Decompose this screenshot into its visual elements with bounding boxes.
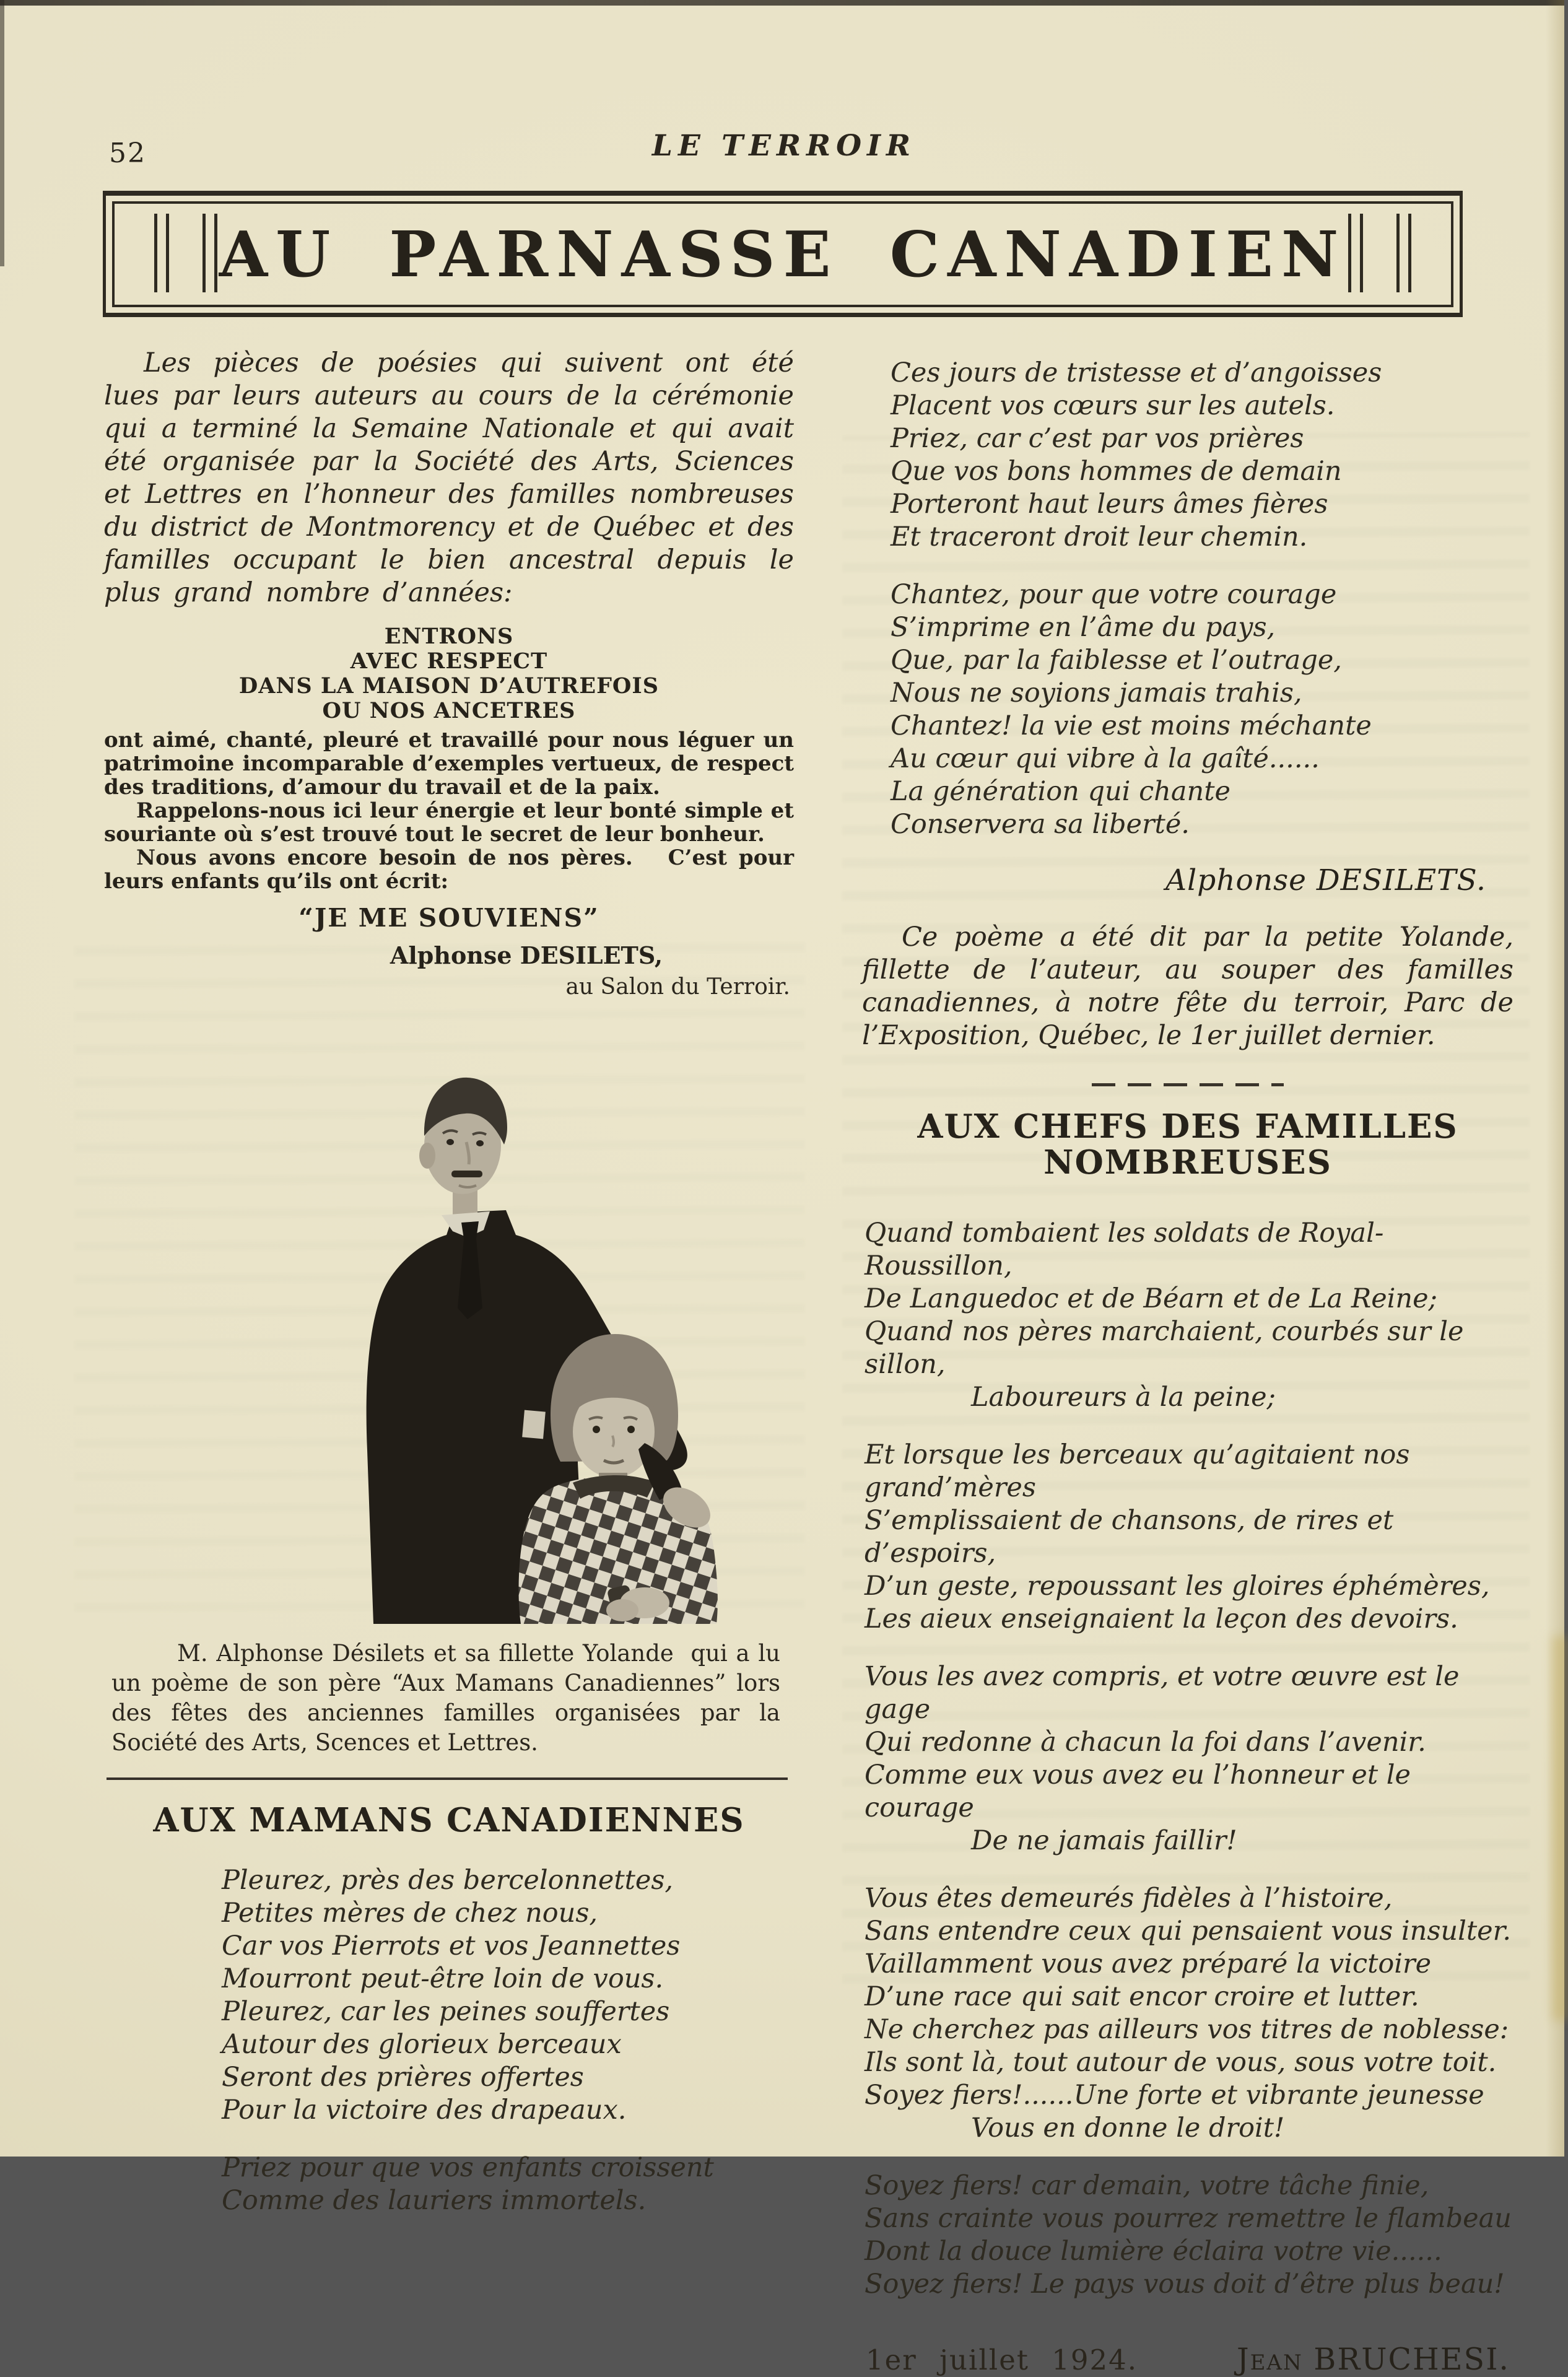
text-line: Pleurez, car les peines souffertes xyxy=(222,1996,670,2028)
text-line: Porteront haut leurs âmes fières xyxy=(891,489,1328,520)
double-bar-icon xyxy=(154,214,169,292)
section-divider-rule xyxy=(107,1777,788,1780)
text-line: Qui redonne à chacun la foi dans l’avenir. xyxy=(865,1726,1426,1758)
poem-title-aux-chefs: AUX CHEFS DES FAMILLES NOMBREUSES xyxy=(917,1107,1458,1182)
invocation-body xyxy=(104,728,801,894)
dash-separator xyxy=(1092,1083,1284,1086)
text-line: Laboureurs à la peine; xyxy=(865,1381,1276,1413)
stanza xyxy=(865,1882,1514,2145)
text-line: D’une race qui sait encor croire et lutter. xyxy=(865,1981,1419,2012)
text-line: Vous êtes demeurés fidèles à l’histoire, xyxy=(865,1882,1393,1914)
stanza xyxy=(865,1217,1514,1414)
text-line: Et traceront droit leur chemin. xyxy=(891,521,1308,552)
photo-illustration xyxy=(176,1017,721,1624)
stanza xyxy=(891,357,1514,554)
attribution-place: au Salon du Terroir. xyxy=(565,974,790,1000)
photo-caption: M. Alphonse Désilets et sa fillette Yolande qui a lu un poème de son père “Aux Mamans Canadiennes” lors des fêtes des anciennes familles organisées par la Société des Arts, Scences et Lettres. xyxy=(111,1640,788,1756)
double-bar-icon xyxy=(1348,214,1363,292)
running-header xyxy=(104,129,1464,172)
invocation-paragraph: ont aimé, chanté, pleuré et travaillé pour nous léguer un patrimoine incomparable d’exemples vertueux, de respect des traditions, d’amour du travail et de la paix. xyxy=(104,728,801,800)
stanza xyxy=(222,2152,794,2217)
stanza xyxy=(865,1660,1514,1857)
text-line: Nous ne soyions jamais trahis, xyxy=(891,678,1302,709)
poem-title-aux-mamans: AUX MAMANS CANADIENNES xyxy=(153,1801,745,1839)
text-line: Priez, car c’est par vos prières xyxy=(891,423,1304,454)
right-column xyxy=(862,357,1514,2377)
masthead-inner-border xyxy=(112,201,1453,307)
text-line: Ne cherchez pas ailleurs vos titres de noblesse: xyxy=(865,2013,1509,2045)
editorial-note: Ce poème a été dit par la petite Yolande, fillette de l’auteur, au souper des familles canadiennes, à notre fête du terroir, Parc de l’Exposition, Québec, le 1er juillet dernier. xyxy=(862,922,1514,1051)
page-number: 52 xyxy=(109,137,146,169)
text-line: Soyez fiers! Le pays vous doit d’être plus beau! xyxy=(865,2268,1505,2300)
text-line: De Languedoc et de Béarn et de La Reine; xyxy=(865,1283,1438,1314)
text-line: Comme eux vous avez eu l’honneur et le courage xyxy=(865,1759,1419,1823)
text-line: Conservera sa liberté. xyxy=(891,809,1190,840)
text-line: Sans crainte vous pourrez remettre le flambeau xyxy=(865,2202,1512,2234)
double-bar-icon xyxy=(1396,214,1411,292)
text-line: S’imprime en l’âme du pays, xyxy=(891,612,1276,643)
text-line: Les aieux enseignaient la leçon des devoirs. xyxy=(865,1603,1458,1634)
text-line: Dont la douce lumière éclaira votre vie...... xyxy=(865,2235,1442,2267)
running-title: LE TERROIR xyxy=(651,129,917,163)
left-column xyxy=(104,347,801,2217)
text-line: ENTRONS xyxy=(384,624,514,649)
text-line: D’un geste, repoussant les gloires éphémères, xyxy=(865,1570,1490,1602)
intro-paragraph: Les pièces de poésies qui suivent ont été lues par leurs auteurs au cours de la cérémonie qui a terminé la Semaine Nationale et qui avait été organisée par la Société des Arts, Sciences et Lettres en l’honneur des familles nombreuses du district de Montmorency et de Québec et des familles occupant le bien ancestral depuis le plus grand nombre d’années: xyxy=(104,347,794,608)
text-line: S’emplissaient de chansons, de rires et d’espoirs, xyxy=(865,1504,1402,1569)
text-line: Vous les avez compris, et votre œuvre est le gage xyxy=(865,1660,1468,1725)
text-line: Petites mères de chez nous, xyxy=(222,1898,598,1929)
text-line: Car vos Pierrots et vos Jeannettes xyxy=(222,1930,681,1962)
bar-ornament-right xyxy=(1348,214,1411,292)
text-line: Soyez fiers! car demain, votre tâche finie, xyxy=(865,2170,1429,2201)
text-line: Pleurez, près des bercelonnettes, xyxy=(222,1865,674,1896)
stanza xyxy=(865,1439,1514,1636)
poem-date: 1er juillet 1924. xyxy=(866,2343,1138,2376)
text-line: Chantez, pour que votre courage xyxy=(891,579,1337,610)
text-line: Que, par la faiblesse et l’outrage, xyxy=(891,645,1342,676)
stanza xyxy=(222,1864,794,2127)
photo-desilets-and-daughter xyxy=(176,1017,721,1624)
text-line: Sans entendre ceux qui pensaient vous insulter. xyxy=(865,1915,1512,1947)
invocation-heading xyxy=(104,624,794,723)
text-line: Quand tombaient les soldats de Royal-Roussillon, xyxy=(865,1217,1384,1281)
text-line: Ces jours de tristesse et d’angoisses xyxy=(891,357,1382,388)
text-line: Et lorsque les berceaux qu’agitaient nos grand’mères xyxy=(865,1439,1427,1503)
masthead-box xyxy=(103,191,1463,317)
text-line: Vaillamment vous avez préparé la victoire xyxy=(865,1948,1432,1979)
signature-bruchesi: Jean BRUCHESI. xyxy=(1236,2341,1510,2377)
signature-desilets: Alphonse DESILETS. xyxy=(1165,863,1486,897)
scan-left-edge xyxy=(0,0,4,266)
double-bar-icon xyxy=(203,214,217,292)
text-line: Priez pour que vos enfants croissent xyxy=(222,2152,714,2184)
poem-aux-mamans xyxy=(104,1864,794,2217)
motto-je-me-souviens: “JE ME SOUVIENS” xyxy=(298,903,599,933)
attribution-author: Alphonse DESILETS, xyxy=(390,941,663,969)
text-line: Chantez! la vie est moins méchante xyxy=(891,710,1372,741)
text-line: DANS LA MAISON D’AUTREFOIS xyxy=(238,673,660,699)
text-line: AVEC RESPECT xyxy=(350,648,548,674)
poem-footer xyxy=(862,2342,1514,2377)
text-line: Vous en donne le droit! xyxy=(865,2112,1285,2144)
text-line: Autour des glorieux berceaux xyxy=(222,2029,622,2061)
poem-je-me-souviens-continuation xyxy=(862,357,1514,841)
invocation-paragraph: Nous avons encore besoin de nos pères. C’est pour leurs enfants qu’ils ont écrit: xyxy=(104,845,801,894)
text-line: Quand nos pères marchaient, courbés sur le sillon, xyxy=(865,1315,1473,1380)
text-line: Placent vos cœurs sur les autels. xyxy=(891,390,1335,421)
stanza xyxy=(865,2170,1514,2301)
text-line: Comme des lauriers immortels. xyxy=(222,2185,647,2217)
text-line: Seront des prières offertes xyxy=(222,2062,584,2093)
text-line: Soyez fiers!......Une forte et vibrante jeunesse xyxy=(865,2079,1484,2111)
stanza xyxy=(891,578,1514,841)
text-line: La génération qui chante xyxy=(891,776,1230,807)
text-line: Mourront peut-être loin de vous. xyxy=(222,1963,664,1995)
article-title: AU PARNASSE CANADIEN xyxy=(219,217,1347,291)
scan-top-edge xyxy=(0,0,1564,6)
text-line: De ne jamais faillir! xyxy=(865,1825,1237,1856)
text-line: Pour la victoire des drapeaux. xyxy=(222,2095,627,2126)
invocation-paragraph: Rappelons-nous ici leur énergie et leur bonté simple et souriante où s’est trouvé tout le secret de leur bonheur. xyxy=(104,798,801,847)
bar-ornament-left xyxy=(154,214,217,292)
poem-aux-chefs xyxy=(862,1217,1514,2301)
paper-stain xyxy=(1552,1636,1568,2020)
text-line: Au cœur qui vibre à la gaîté...... xyxy=(891,743,1320,774)
text-line: Que vos bons hommes de demain xyxy=(891,456,1342,487)
text-line: Ils sont là, tout autour de vous, sous votre toit. xyxy=(865,2046,1497,2078)
text-line: OU NOS ANCETRES xyxy=(322,698,576,723)
